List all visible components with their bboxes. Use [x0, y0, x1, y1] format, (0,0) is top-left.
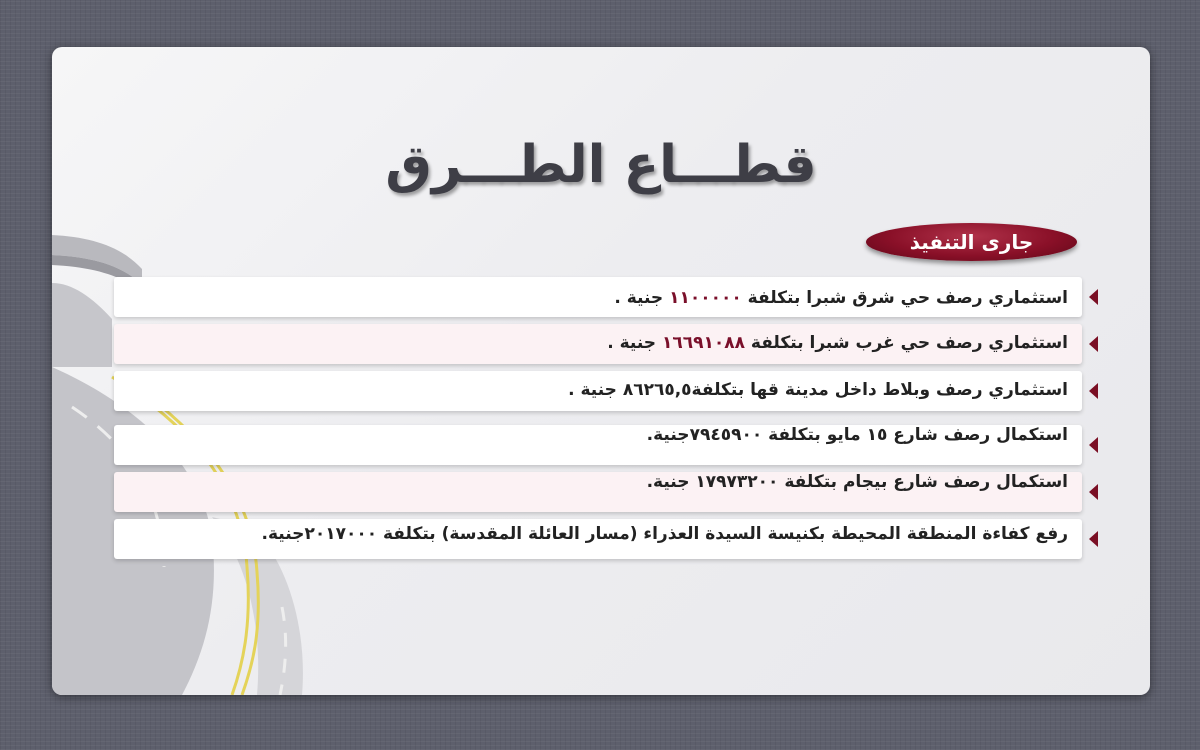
item-text: استكمال رصف شارع بيجام بتكلفة ١٧٩٧٣٢٠٠ جنية.: [646, 472, 1068, 492]
list-item: [114, 425, 1082, 465]
bullet-arrow-icon: [1089, 437, 1098, 453]
bullet-arrow-icon: [1089, 484, 1098, 500]
status-badge: جارى التنفيذ: [866, 223, 1077, 261]
bullet-arrow-icon: [1089, 383, 1098, 399]
item-text: رفع كفاءة المنطقة المحيطة بكنيسة السيدة العذراء (مسار العائلة المقدسة) بتكلفة ٢٠١٧٠٠٠جنية.: [261, 524, 1068, 544]
item-text: استثماري رصف حي غرب شبرا بتكلفة ١٦٦٩١٠٨٨ جنية .: [607, 333, 1068, 353]
list-item: [114, 472, 1082, 512]
page-title: قطـــاع الطـــرق: [385, 135, 817, 195]
item-text: استكمال رصف شارع ١٥ مايو بتكلفة ٧٩٤٥٩٠٠جنية.: [646, 425, 1068, 445]
item-text: استثماري رصف حي شرق شبرا بتكلفة ١١٠٠٠٠٠ جنية .: [614, 288, 1068, 308]
bullet-arrow-icon: [1089, 336, 1098, 352]
bullet-arrow-icon: [1089, 531, 1098, 547]
list-item: [114, 277, 1082, 317]
list-item: [114, 519, 1082, 559]
bullet-arrow-icon: [1089, 289, 1098, 305]
list-item: [114, 324, 1082, 364]
item-text: استثماري رصف وبلاط داخل مدينة قها بتكلفة٨٦٢٦٥,٥ جنية .: [568, 380, 1068, 400]
main-panel: [52, 47, 1150, 695]
list-item: [114, 371, 1082, 411]
